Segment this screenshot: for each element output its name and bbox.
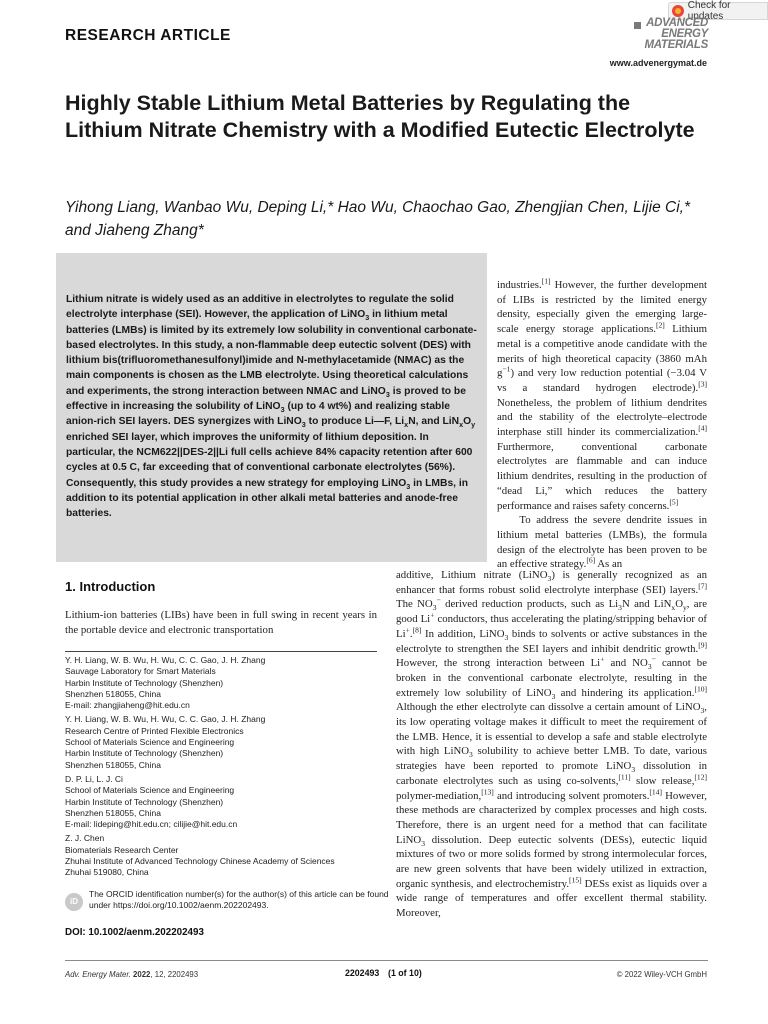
logo-line-3: MATERIALS [644, 39, 708, 51]
orcid-text: The ORCID identification number(s) for the author(s) of this article can be found under https://doi.org/10.1002/aenm.202202493. [89, 889, 389, 911]
abstract-text: Lithium nitrate is widely used as an additive in electrolytes to regulate the solid electrolyte interphase (SEI). However, the application of LiNO$_3$ in lithium metal batteries (LMBs) is limited by its extremely low solubility in conventional carbonate-based electrolytes. In this study, a non-flammable deep eutectic solvent (DES) with lithium bis(trifluoromethanesulfonyl)imide and N-methylacetamide (NMAC) as the main components is chosen as the LMB electrolyte. Using theoretical calculations and experiments, the strong interaction between NMAC and LiNO$_3$ is proved to be effective in increasing the solubility of LiNO$_3$ (up to 4 wt%) and realizing stable anion-rich SEI layers. DES synergizes with LiNO$_3$ to produce Li—F, $Li_xN$, and $LiN_xO_y$ enriched SEI layer, which improves the uniformity of lithium deposition. In particular, the NCM622||DES-2||Li full cells achieve 84% capacity retention after 600 cycles at 0.5 C, far exceeding that of conventional carbonate electrolytes (56%). Consequently, this study provides a new strategy for employing LiNO$_3$ in LMBs, in addition to its potential application in other alkali metal batteries and anode-free batteries. [66, 294, 477, 520]
affiliation-line: Y. H. Liang, W. B. Wu, H. Wu, C. C. Gao, J. H. Zhang [65, 714, 266, 725]
affiliation-line: Y. H. Liang, W. B. Wu, H. Wu, C. C. Gao, J. H. Zhang [65, 655, 266, 665]
affiliation-line: Sauvage Laboratory for Smart Materials [65, 666, 216, 677]
affiliation-group [65, 655, 385, 711]
orcid-note [65, 889, 389, 925]
affiliations [65, 651, 385, 882]
doi-link[interactable]: DOI: 10.1002/aenm.202202493 [65, 927, 204, 938]
affiliation-line: School of Materials Science and Engineering [65, 785, 235, 796]
section-label: RESEARCH ARTICLE [65, 27, 231, 44]
affiliation-list [65, 655, 385, 879]
affiliation-line: Shenzhen 518055, China [65, 688, 161, 699]
affiliation-line: School of Materials Science and Engineering [65, 737, 235, 748]
check-updates-label: Check for updates [687, 0, 731, 22]
footer-copyright: © 2022 Wiley-VCH GmbH [616, 970, 707, 979]
affiliation-group [65, 833, 385, 878]
affiliation-line: E-mail: lideping@hit.edu.cn; cilijie@hit.edu.cn [65, 819, 238, 830]
affiliation-line: Biomaterials Research Center [65, 844, 179, 855]
affiliation-line: Research Centre of Printed Flexible Electronics [65, 725, 244, 736]
affiliation-group [65, 774, 385, 830]
affiliation-line: Zhuhai Institute of Advanced Technology Chinese Academy of Sciences [65, 856, 335, 867]
affiliation-line: Shenzhen 518055, China [65, 807, 161, 818]
orcid-icon: iD [65, 893, 83, 911]
journal-url[interactable]: www.advenergymat.de [609, 58, 707, 68]
introduction-heading: 1. Introduction [65, 579, 156, 594]
affiliation-line: D. P. Li, L. J. Ci [65, 773, 123, 784]
logo-line-2: ENERGY [661, 28, 708, 40]
crossmark-icon [672, 5, 684, 17]
affiliation-line: Harbin Institute of Technology (Shenzhen) [65, 677, 224, 688]
article-title: Highly Stable Lithium Metal Batteries by Regulating the Lithium Nitrate Chemistry with a Modified Eutectic Electrolyte [65, 91, 695, 142]
introduction-text: Lithium-ion batteries (LIBs) have been in full swing in recent years in the portable device and electronic transportation [65, 609, 377, 636]
affiliation-line: Z. J. Chen [65, 833, 105, 844]
affiliation-line: Harbin Institute of Technology (Shenzhen) [65, 796, 224, 807]
footer-page-number: 2202493 (1 of 10) [345, 968, 422, 978]
footer-citation: Adv. Energy Mater. 2022, 12, 2202493 [65, 970, 199, 979]
journal-logo [636, 18, 708, 51]
affiliation-line: Harbin Institute of Technology (Shenzhen) [65, 748, 224, 759]
body-text-right-bottom: additive, Lithium nitrate (LiNO$_3$) is generally recognized as an enhancer that forms robust solid electrolyte interphase (SEI) layers.[7] The $NO_3^-$ derived reduction products, such as $Li_3N$ and $LiN_xO_y$, are good Li+ conductors, thus accelerating the plating/stripping behavior of Li+.[8] In addition, LiNO$_3$ binds to solvents or active substances in the electrolyte to strengthen the SEI layers and inhibit dendritic growth.[9] However, the strong interaction between Li+ and $NO_3^-$ cannot be broken in the conventional carbonate electrolyte, resulting in the extremely low solubility of LiNO$_3$ and hindering its application.[10] Although the ether electrolyte can dissolve a certain amount of LiNO$_3$, its low operating voltage makes it difficult to meet the requirement of the LMB. Hence, it is essential to develop a safe and stable electrolyte with high LiNO$_3$ solubility to achieve better LMB. To date, various strategies have been reported to promote LiNO$_3$ dissolution in carbonate electrolytes such as using co-solvents,[11] slow release,[12] polymer-mediation,[13] and introducing solvent promoters.[14] However, these methods are characterized by complex processes and high costs. Therefore, there is an urgent need for a method that can facilitate LiNO$_3$ dissolution. Deep eutectic solvents (DESs), eutectic liquid mixtures of two or more solids formed by strong intermolecular forces, are new green solvents that have been widely utilized in extraction, organic synthesis, and electrochemistry.[15] DESs exist as liquids over a wide range of temperatures and offer excellent thermal stability. Moreover, [396, 569, 708, 920]
affiliation-group [65, 714, 385, 770]
affiliation-divider [65, 651, 377, 652]
author-list: Yihong Liang, Wanbao Wu, Deping Li,* Hao Wu, Chaochao Gao, Zhengjian Chen, Lijie Ci,* and Jiaheng Zhang* [65, 199, 690, 239]
logo-line-1: ADVANCED [646, 17, 708, 29]
affiliation-line: Shenzhen 518055, China [65, 759, 161, 770]
affiliation-line: Zhuhai 519080, China [65, 867, 149, 878]
body-text-right-top: industries.[1] However, the further development of LIBs is restricted by the limited energy density, especially given the emerging large-scale energy storage applications.[2] Lithium metal is a competitive anode candidate with the merits of high theoretical capacity (3860 mAh $g^{-1}$) and very low reduction potential (−3.04 V vs a standard hydrogen electrode).[3] Nonetheless, the problem of lithium dendrites and the stability of the electrolyte–electrode interphase still hinder its commercialization.[4] Furthermore, conventional carbonate electrolytes are flammable and can induce lithium dendrites, resulting in the production of “dead Li,” which reduces the battery performance and raises safety concerns.[5] To address the severe dendrite issues in lithium metal batteries (LMBs), the formula design of the electrolyte has been proven to be an effective strategy.[6] As an [497, 276, 707, 571]
logo-mark-icon [634, 22, 641, 29]
footer-divider [65, 960, 708, 961]
affiliation-line: E-mail: zhangjiaheng@hit.edu.cn [65, 700, 190, 711]
